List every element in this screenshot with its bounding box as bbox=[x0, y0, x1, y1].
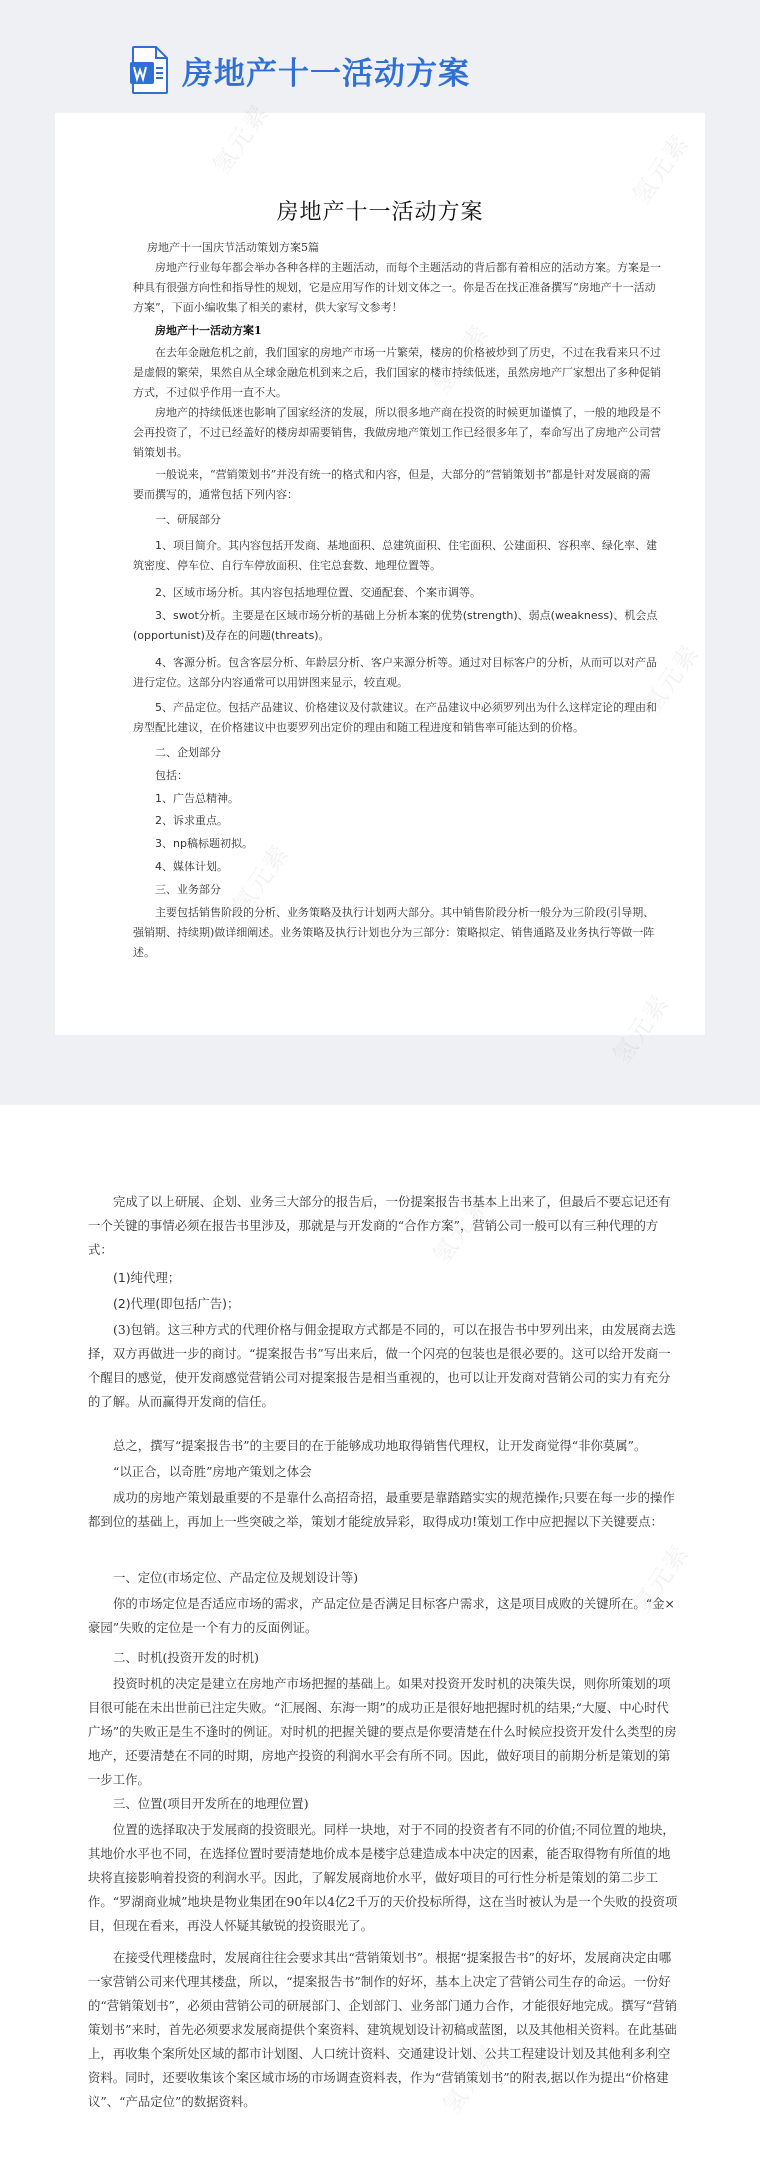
section-heading: 二、时机(投资开发的时机) bbox=[113, 1650, 259, 1665]
banner-header bbox=[130, 35, 470, 105]
list-item: 2、诉求重点。 bbox=[155, 814, 228, 827]
paragraph: 房地产的持续低迷也影响了国家经济的发展，所以很多地产商在投资的时候更加谨慎了，一般的地段是不会再投资了，不过已经盖好的楼房却需要销售，我做房地产策划工作已经很多年了，奉命写出了房地产公司营销策划书。 bbox=[133, 406, 661, 459]
document-page-1 bbox=[55, 113, 705, 1035]
section-heading: “以正合，以奇胜”房地产策划之体会 bbox=[113, 1464, 312, 1479]
list-item: 1、广告总精神。 bbox=[155, 792, 239, 805]
paragraph: 主要包括销售阶段的分析、业务策略及执行计划两大部分。其中销售阶段分析一般分为三阶段(引导期、强销期、持续期)做详细阐述。业务策略及执行计划也分为三部分：策略拟定、销售通路及业务执行等做一阵述。 bbox=[133, 906, 655, 959]
list-item: 3、np稿标题初拟。 bbox=[155, 837, 253, 850]
list-item: 3、swot分析。主要是在区域市场分析的基础上分析本案的优势(strength)、弱点(weakness)、机会点(opportunist)及存在的问题(threats)。 bbox=[133, 609, 658, 642]
paragraph: 位置的选择取决于发展商的投资眼光。同样一块地，对于不同的投资者有不同的价值;不同位置的地块，其地价水平也不同，在选择位置时要清楚地价成本是楼宇总建造成本中决定的因素，能否取得物有所值的地块将直接影响着投资的利润水平。因此，了解发展商地价水平，做好项目的可行性分析是策划的第二步工作。“罗湖商业城”地块是物业集团在90年以4亿2千万的天价投标所得，这在当时被认为是一个失败的投资项目，但现在看来，再没人怀疑其敏锐的投资眼光了。 bbox=[88, 1822, 678, 1933]
list-heading: 一、研展部分 bbox=[155, 513, 221, 526]
list-item: 5、产品定位。包括产品建议、价格建议及付款建议。在产品建议中必须罗列出为什么这样定论的理由和房型配比建议，在价格建议中也要罗列出定价的理由和随工程进度和销售率可能达到的价格。 bbox=[133, 701, 657, 734]
list-heading: 三、业务部分 bbox=[155, 883, 221, 896]
list-item: (1)纯代理； bbox=[113, 1270, 181, 1285]
list-heading: 二、企划部分 bbox=[155, 746, 221, 759]
paragraph: 你的市场定位是否适应市场的需求，产品定位是否满足目标客户需求，这是项目成败的关键所在。“金×豪园”失败的定位是一个有力的反面例证。 bbox=[88, 1596, 675, 1635]
section-heading: 一、定位(市场定位、产品定位及规划设计等) bbox=[113, 1570, 359, 1585]
paragraph: 投资时机的决定是建立在房地产市场把握的基础上。如果对投资开发时机的决策失误，则你所策划的项目很可能在未出世前已注定失败。“汇展阁、东海一期”的成功正是很好地把握时机的结果;“大厦、中心时代广场”的失败正是生不逢时的例证。对时机的把握关键的要点是你要清楚在什么时候应投资开发什么类型的房地产，还要清楚在不同的时期，房地产投资的利润水平会有所不同。因此，做好项目的前期分析是策划的第一步工作。 bbox=[88, 1676, 677, 1787]
watermark-text: 氢元素 bbox=[427, 1188, 495, 1269]
watermark-text: 氢元素 bbox=[627, 1538, 695, 1619]
watermark-text: 氢元素 bbox=[207, 1688, 275, 1769]
document-title: 房地产十一活动方案 bbox=[276, 200, 484, 225]
word-document-icon bbox=[130, 46, 168, 94]
paragraph: 房地产行业每年都会举办各种各样的主题活动，而每个主题活动的背后都有着相应的活动方案。方案是一种具有很强方向性和指导性的规划，它是应用写作的计划文体之一。你是否在找正准备撰写“房地产十一活动方案”，下面小编收集了相关的素材，供大家写文参考！ bbox=[133, 261, 661, 314]
paragraph: 在去年金融危机之前，我们国家的房地产市场一片繁荣，楼房的价格被炒到了历史，不过在我看来只不过是虚假的繁荣，果然自从全球金融危机到来之后，我们国家的楼市持续低迷，虽然房地产厂家想出了多种促销方式，不过似乎作用一直不大。 bbox=[133, 346, 661, 399]
list-item: 4、媒体计划。 bbox=[155, 860, 228, 873]
paragraph: (3)包销。这三种方式的代理价格与佣金提取方式都是不同的，可以在报告书中罗列出来，由发展商去选择，双方再做进一步的商讨。“提案报告书”写出来后，做一个闪亮的包装也是很必要的。这可以给开发商一个醒目的感觉，使开发商感觉营销公司对提案报告是相当重视的，也可以让开发商对营销公司的实力有充分的了解。从而赢得开发商的信任。 bbox=[88, 1322, 676, 1409]
list-item: 4、客源分析。包含客层分析、年龄层分析、客户来源分析等。通过对目标客户的分析，从而可以对产品进行定位。这部分内容通常可以用饼图来显示，较直观。 bbox=[133, 656, 657, 689]
paragraph: 在接受代理楼盘时，发展商往往会要求其出“营销策划书”。根据“提案报告书”的好坏，发展商决定由哪一家营销公司来代理其楼盘，所以，“提案报告书”制作的好坏，基本上决定了营销公司生存的命运。一份好的“营销策划书”，必须由营销公司的研展部门、企划部门、业务部门通力合作，才能很好地完成。撰写“营销策划书”来时，首先必须要求发展商提供个案资料、建筑规划设计初稿或蓝图，以及其他相关资料。在此基础上，再收集个案所处区域的都市计划图、人口统计资料、交通建设计划、公共工程建设计划及其他利多利空资料。同时，还要收集该个案区域市场的市场调查资料表，作为“营销策划书”的附表,据以作为提出“价格建议”、“产品定位”的数据资料。 bbox=[88, 1950, 677, 2109]
paragraph: 完成了以上研展、企划、业务三大部分的报告后，一份提案报告书基本上出来了，但最后不要忘记还有一个关键的事情必须在报告书里涉及，那就是与开发商的“合作方案”，营销公司一般可以有三种代理的方式： bbox=[88, 1194, 671, 1257]
paragraph: 成功的房地产策划最重要的不是靠什么高招奇招，最重要是靠踏踏实实的规范操作;只要在每一步的操作都到位的基础上，再加上一些突破之举，策划才能绽放异彩，取得成功!策划工作中应把握以下关键要点： bbox=[88, 1490, 675, 1529]
paragraph: 房地产十一国庆节活动策划方案5篇 bbox=[147, 241, 319, 254]
section-heading: 三、位置(项目开发所在的地理位置) bbox=[113, 1796, 309, 1811]
paragraph: 一般说来，“营销策划书”并没有统一的格式和内容，但是，大部分的“营销策划书”都是针对发展商的需要而撰写的，通常包括下列内容： bbox=[133, 468, 651, 501]
paragraph: 总之，撰写“提案报告书”的主要目的在于能够成功地取得销售代理权，让开发商觉得“非你莫属”。 bbox=[113, 1438, 647, 1453]
watermark-text: 氢元素 bbox=[437, 2038, 505, 2119]
list-item: 1、项目简介。其内容包括开发商、基地面积、总建筑面积、住宅面积、公建面积、容积率、绿化率、建筑密度、停车位、自行车停放面积、住宅总套数、地理位置等。 bbox=[133, 539, 657, 572]
banner-title: 房地产十一活动方案 bbox=[182, 55, 470, 92]
paragraph: 包括： bbox=[155, 769, 188, 782]
list-item: (2)代理(即包括广告)； bbox=[113, 1296, 240, 1311]
section-heading: 房地产十一活动方案1 bbox=[155, 324, 262, 337]
list-item: 2、区域市场分析。其内容包括地理位置、交通配套、个案市调等。 bbox=[155, 586, 481, 599]
